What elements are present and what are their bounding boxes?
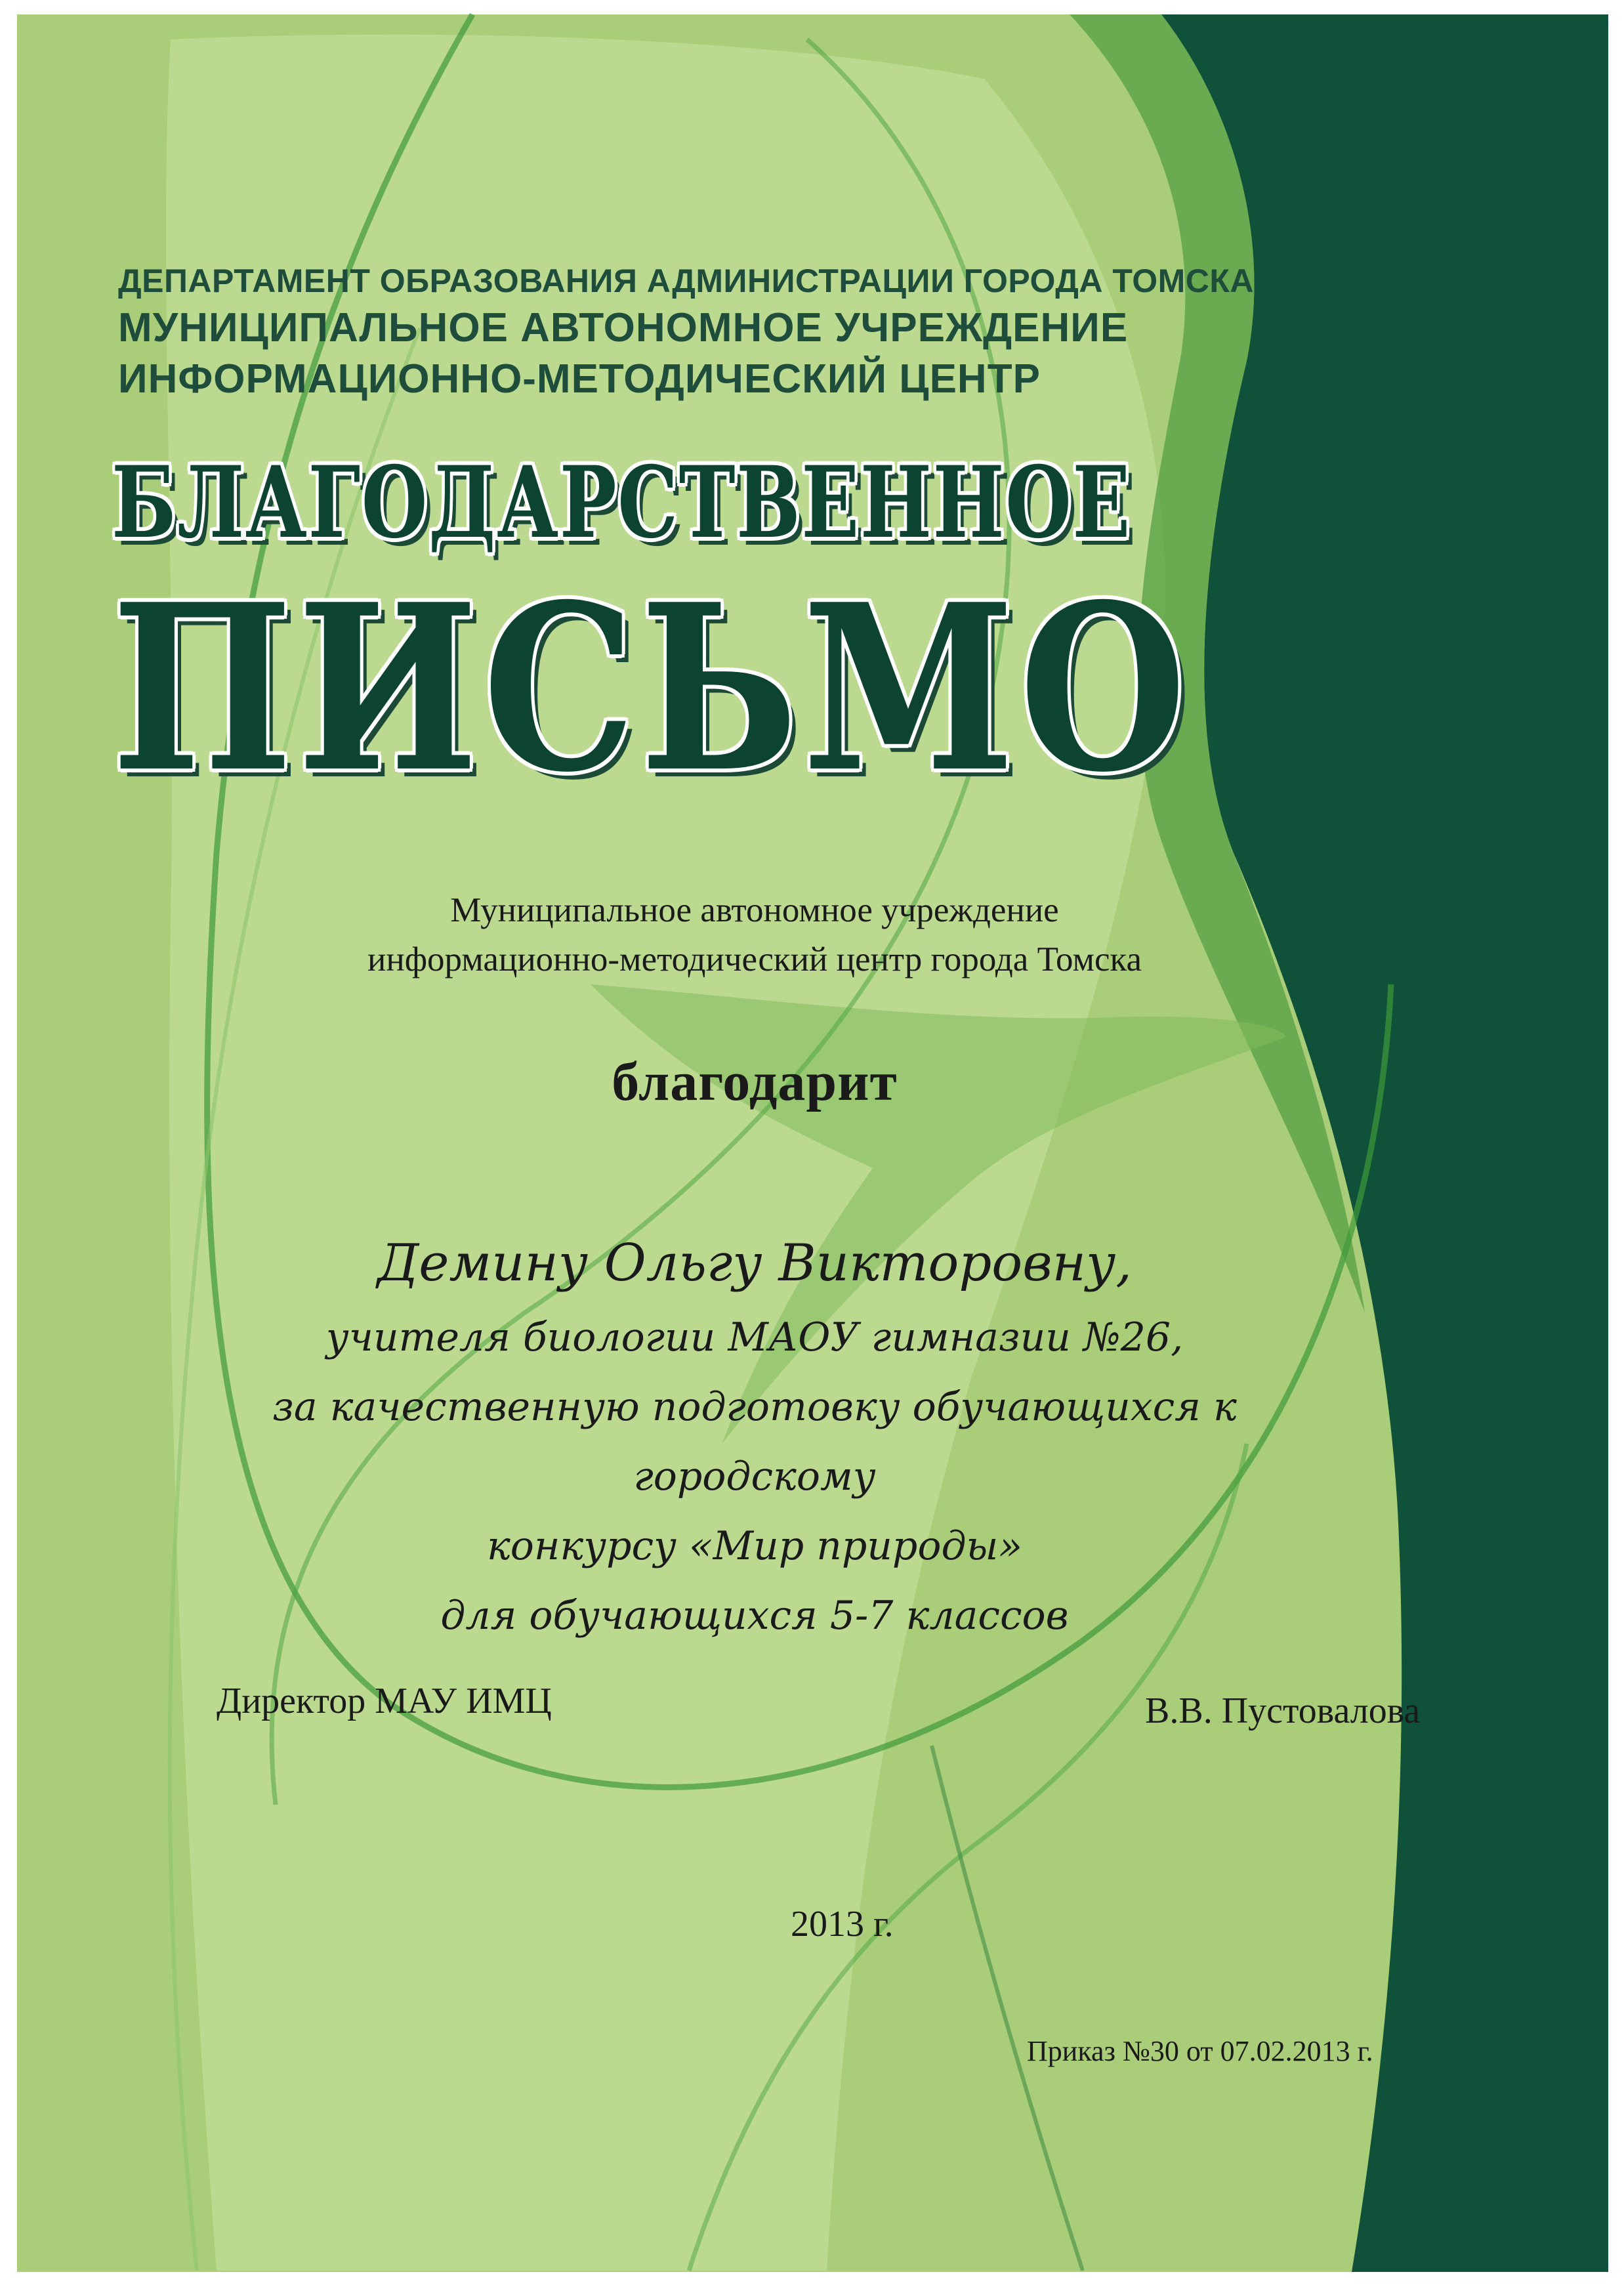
issuer-line-1: Муниципальное автономное учреждение <box>450 891 1059 929</box>
title-letter: ПИСЬМО <box>112 555 1191 823</box>
reason-line-2: конкурсу «Мир природы» <box>486 1523 1023 1569</box>
recipient-name: Демину Ольгу Викторовну, <box>377 1234 1133 1293</box>
thanks-word: благодарит <box>612 1051 898 1112</box>
reason-line-3: для обучающихся 5-7 классов <box>440 1593 1069 1639</box>
header-center: ИНФОРМАЦИОННО-МЕТОДИЧЕСКИЙ ЦЕНТР <box>118 356 1041 402</box>
issuer-organization <box>197 886 1312 984</box>
issuer-line-2: информационно-методический центр города Томска <box>367 940 1142 978</box>
issue-year: 2013 г. <box>791 1904 894 1944</box>
header-institution: МУНИЦИПАЛЬНОЕ АВТОНОМНОЕ УЧРЕЖДЕНИЕ <box>118 305 1129 350</box>
director-title: Директор МАУ ИМЦ <box>217 1681 552 1721</box>
recipient-position: учителя биологии МАОУ гимназии №26, <box>325 1314 1184 1360</box>
signer-name: В.В. Пустовалова <box>1145 1690 1421 1731</box>
order-reference: Приказ №30 от 07.02.2013 г. <box>1027 2035 1373 2067</box>
header-department: ДЕПАРТАМЕНТ ОБРАЗОВАНИЯ АДМИНИСТРАЦИИ ГОРОДА ТОМСКА <box>118 262 1254 299</box>
recipient-block <box>164 1224 1345 1650</box>
department-header <box>118 259 1299 405</box>
title-thank-you: БЛАГОДАРСТВЕННОЕ <box>112 445 1131 560</box>
reason-line-1: за качественную подготовку обучающихся к городскому <box>272 1384 1237 1500</box>
